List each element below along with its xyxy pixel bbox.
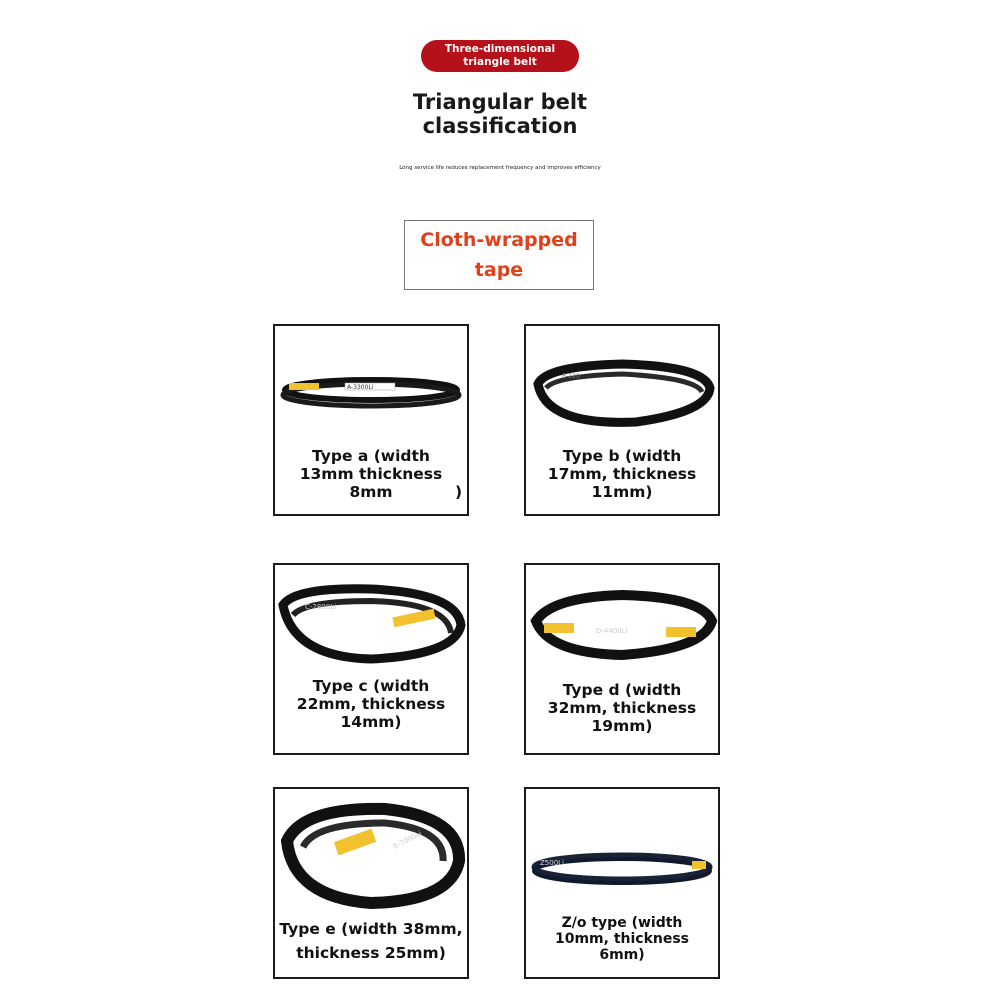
label-line3: 6mm) xyxy=(599,947,645,963)
product-card-type-z[interactable] xyxy=(524,787,720,979)
product-card-type-d[interactable] xyxy=(524,563,720,755)
label-line2: 10mm, thickness xyxy=(554,931,690,947)
product-card-type-e[interactable] xyxy=(273,787,469,979)
product-label xyxy=(275,917,467,965)
label-paren: ) xyxy=(455,483,463,501)
product-card-type-c[interactable] xyxy=(273,563,469,755)
section-heading xyxy=(404,220,594,290)
belt-print: B-120 xyxy=(562,373,580,380)
product-label xyxy=(526,915,718,963)
label-line3-text: 8mm xyxy=(349,483,393,501)
product-card-type-a[interactable] xyxy=(273,324,469,516)
label-line1: Type a (width xyxy=(312,447,430,465)
belt-print: E-7000Li xyxy=(392,829,423,851)
label-line3: 19mm) xyxy=(591,717,653,735)
pill-line1: Three-dimensional xyxy=(444,43,556,55)
title-line2: classification xyxy=(422,114,578,138)
section-line2: tape xyxy=(474,259,524,281)
label-line2: 17mm, thickness xyxy=(547,465,697,483)
product-label xyxy=(275,677,467,731)
title-line1: Triangular belt xyxy=(412,90,588,114)
product-card-type-b[interactable] xyxy=(524,324,720,516)
label-line3: 11mm) xyxy=(591,483,653,501)
label-line1: Z/o type (width xyxy=(561,915,683,931)
label-line2: 32mm, thickness xyxy=(547,699,697,717)
label-line2: 22mm, thickness xyxy=(296,695,446,713)
label-line2: thickness 25mm) xyxy=(296,944,446,962)
belt-print: A-3300Li xyxy=(347,384,374,391)
belt-print: C-2800Li xyxy=(305,603,337,611)
label-line1: Type e (width 38mm, xyxy=(279,920,463,938)
label-line1: Type c (width xyxy=(312,677,430,695)
belt-print: Z500Li xyxy=(540,859,565,867)
label-line3: 14mm) xyxy=(340,713,402,731)
pill-line2: triangle belt xyxy=(463,56,537,68)
product-label xyxy=(526,447,718,501)
product-label xyxy=(275,447,467,501)
label-line1: Type b (width xyxy=(562,447,682,465)
page-title xyxy=(350,90,650,138)
label-line1: Type d (width xyxy=(562,681,682,699)
section-line1: Cloth-wrapped xyxy=(420,229,578,251)
belt-print: D-4400Li xyxy=(596,627,628,635)
label-line2: 13mm thickness xyxy=(299,465,443,483)
label-line3 xyxy=(275,483,467,501)
category-pill xyxy=(421,40,579,72)
product-label xyxy=(526,681,718,735)
page-subtitle: Long service life reduces replacement frequency and improves efficiency xyxy=(399,165,601,171)
